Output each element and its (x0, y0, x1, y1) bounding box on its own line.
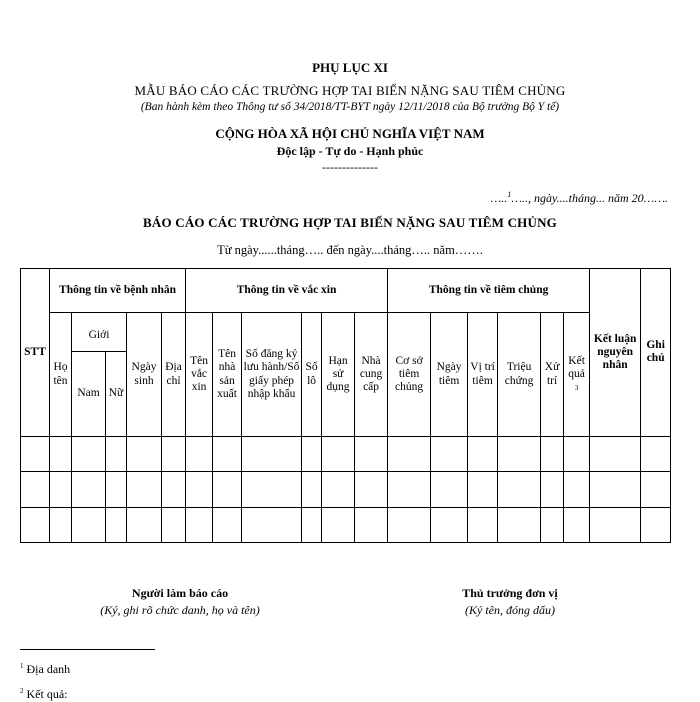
reporter-note: (Ký, ghi rõ chức danh, họ và tên) (100, 603, 260, 617)
national-motto: Độc lập - Tự do - Hạnh phúc (276, 144, 424, 158)
vaccine-name-header: Tên vắc xin (186, 313, 213, 436)
appendix-heading: PHỤ LỤC XI (312, 60, 388, 75)
female-header: Nữ (106, 351, 127, 436)
place-date-line (491, 190, 668, 206)
injection-date-header: Ngày tiêm (431, 313, 468, 436)
address-header: Địa chỉ (162, 313, 186, 436)
table-row (21, 472, 671, 507)
national-title: CỘNG HÒA XÃ HỘI CHỦ NGHĨA VIỆT NAM (215, 126, 485, 141)
dob-header: Ngày sinh (127, 313, 162, 436)
gender-header: Giới (72, 321, 127, 351)
supplier-header: Nhà cung cấp (355, 313, 388, 436)
gender-header-top (72, 313, 127, 321)
motto-separator: -------------- (322, 160, 378, 174)
footnote-text: Kết quả: (23, 687, 68, 701)
table-row (21, 436, 671, 471)
table-row (21, 507, 671, 542)
expiry-header: Hạn sử dụng (322, 313, 355, 436)
footnote-number: 2 (20, 687, 24, 695)
stt-header: STT (21, 269, 50, 437)
report-table (20, 268, 671, 543)
result-header (564, 313, 590, 436)
result-label: Kết quả (568, 354, 585, 381)
issued-by-note: (Ban hành kèm theo Thông tư số 34/2018/TT-BYT ngày 12/11/2018 của Bộ trưởng Bộ Y tế) (140, 101, 560, 113)
registration-header: Số đăng ký lưu hành/Số giấy phép nhập khẩu (242, 313, 302, 436)
male-header: Nam (72, 351, 106, 436)
conclusion-header: Kết luận nguyên nhân (590, 269, 641, 437)
report-title: BÁO CÁO CÁC TRƯỜNG HỢP TAI BIẾN NẶNG SAU TIÊM CHỦNG (143, 215, 557, 230)
treatment-header: Xử trí (541, 313, 564, 436)
patient-info-header: Thông tin về bệnh nhân (50, 269, 186, 313)
footnote-ref-3: 3 (574, 384, 579, 393)
footnote-number: 1 (20, 662, 24, 670)
symptoms-header: Triệu chứng (498, 313, 541, 436)
footnote-ref-1: 1 (507, 190, 512, 199)
vaccination-info-header: Thông tin về tiêm chủng (388, 269, 590, 313)
reporter-title: Người làm báo cáo (131, 586, 229, 600)
site-header: Vị trí tiêm (468, 313, 498, 436)
report-period: Từ ngày......tháng….. đến ngày....tháng….. năm……. (217, 243, 483, 257)
place-prefix: ….. (490, 191, 508, 205)
unit-head-note: (Ký tên, đóng dấu) (465, 603, 555, 617)
manufacturer-header: Tên nhà sản xuất (213, 313, 242, 436)
unit-head-title: Thủ trưởng đơn vị (462, 586, 558, 600)
vaccine-info-header: Thông tin về vắc xin (186, 269, 388, 313)
footnote-divider (20, 649, 155, 650)
form-title: MẪU BÁO CÁO CÁC TRƯỜNG HỢP TAI BIẾN NẶNG SAU TIÊM CHỦNG (134, 83, 566, 98)
full-name-header: Họ tên (50, 313, 72, 436)
footnote-text: Địa danh (23, 662, 71, 676)
note-header: Ghi chú (641, 269, 671, 437)
lot-header: Số lô (302, 313, 322, 436)
date-text: ….., ngày....tháng... năm 20……. (511, 191, 668, 205)
facility-header: Cơ sở tiêm chủng (388, 313, 431, 436)
footnote-1 (20, 662, 70, 677)
